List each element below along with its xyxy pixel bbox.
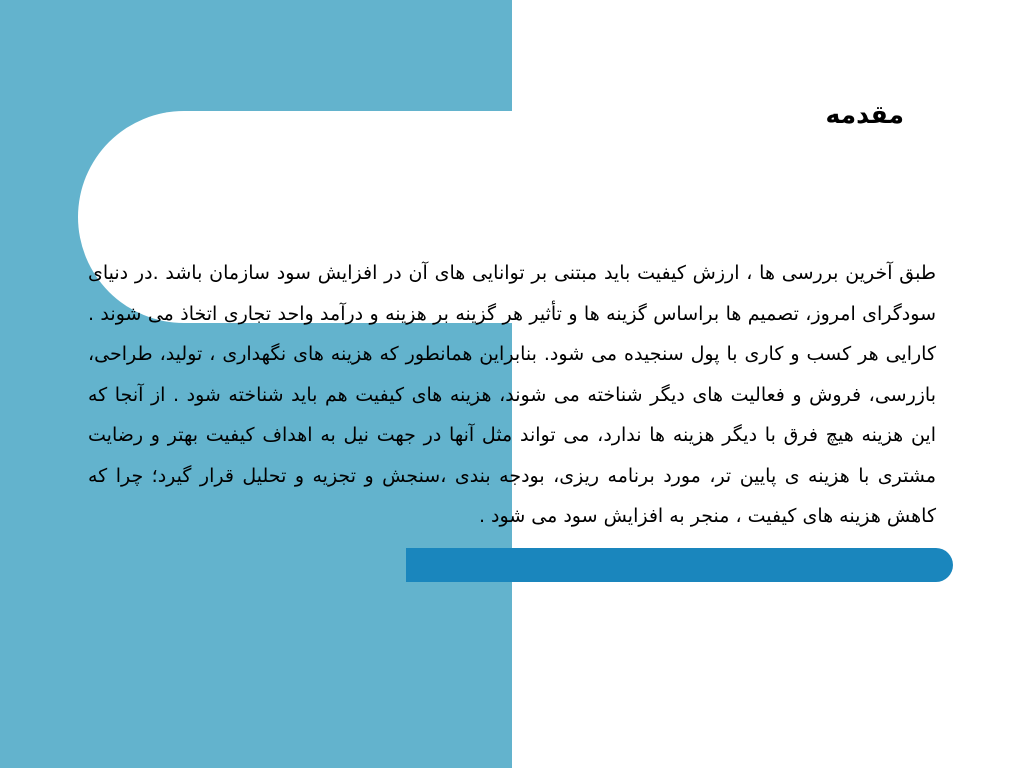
body-paragraph: طبق آخرین بررسی ها ، ارزش کیفیت باید مبتنی بر توانایی های آن در افزایش سود سازمان باشد .در دنیای سودگرای امروز، تصمیم ها براساس گزینه ها و تأثیر هر گزینه بر هزینه و درآمد واحد تجاری اتخاذ می شوند . کارایی هر کسب و کاری با پول سنجیده می شود. بنابراین همانطور که هزینه های نگهداری ، تولید، طراحی، بازرسی، فروش و فعالیت های دیگر شناخته می شوند، هزینه های کیفیت هم باید شناخته شود . از آنجا که این هزینه هیچ فرق با دیگر هزینه ها ندارد، می تواند مثل آنها در جهت نیل به اهداف کیفیت بهتر و رضایت مشتری با هزینه ی پایین تر، مورد برنامه ریزی، بودجه بندی ،سنجش و تجزیه و تحلیل قرار گیرد؛ چرا که کاهش هزینه های کیفیت ، منجر به افزایش سود می شود . [88,262,936,527]
slide-title: مقدمه [825,100,904,129]
accent-bar [406,548,953,582]
